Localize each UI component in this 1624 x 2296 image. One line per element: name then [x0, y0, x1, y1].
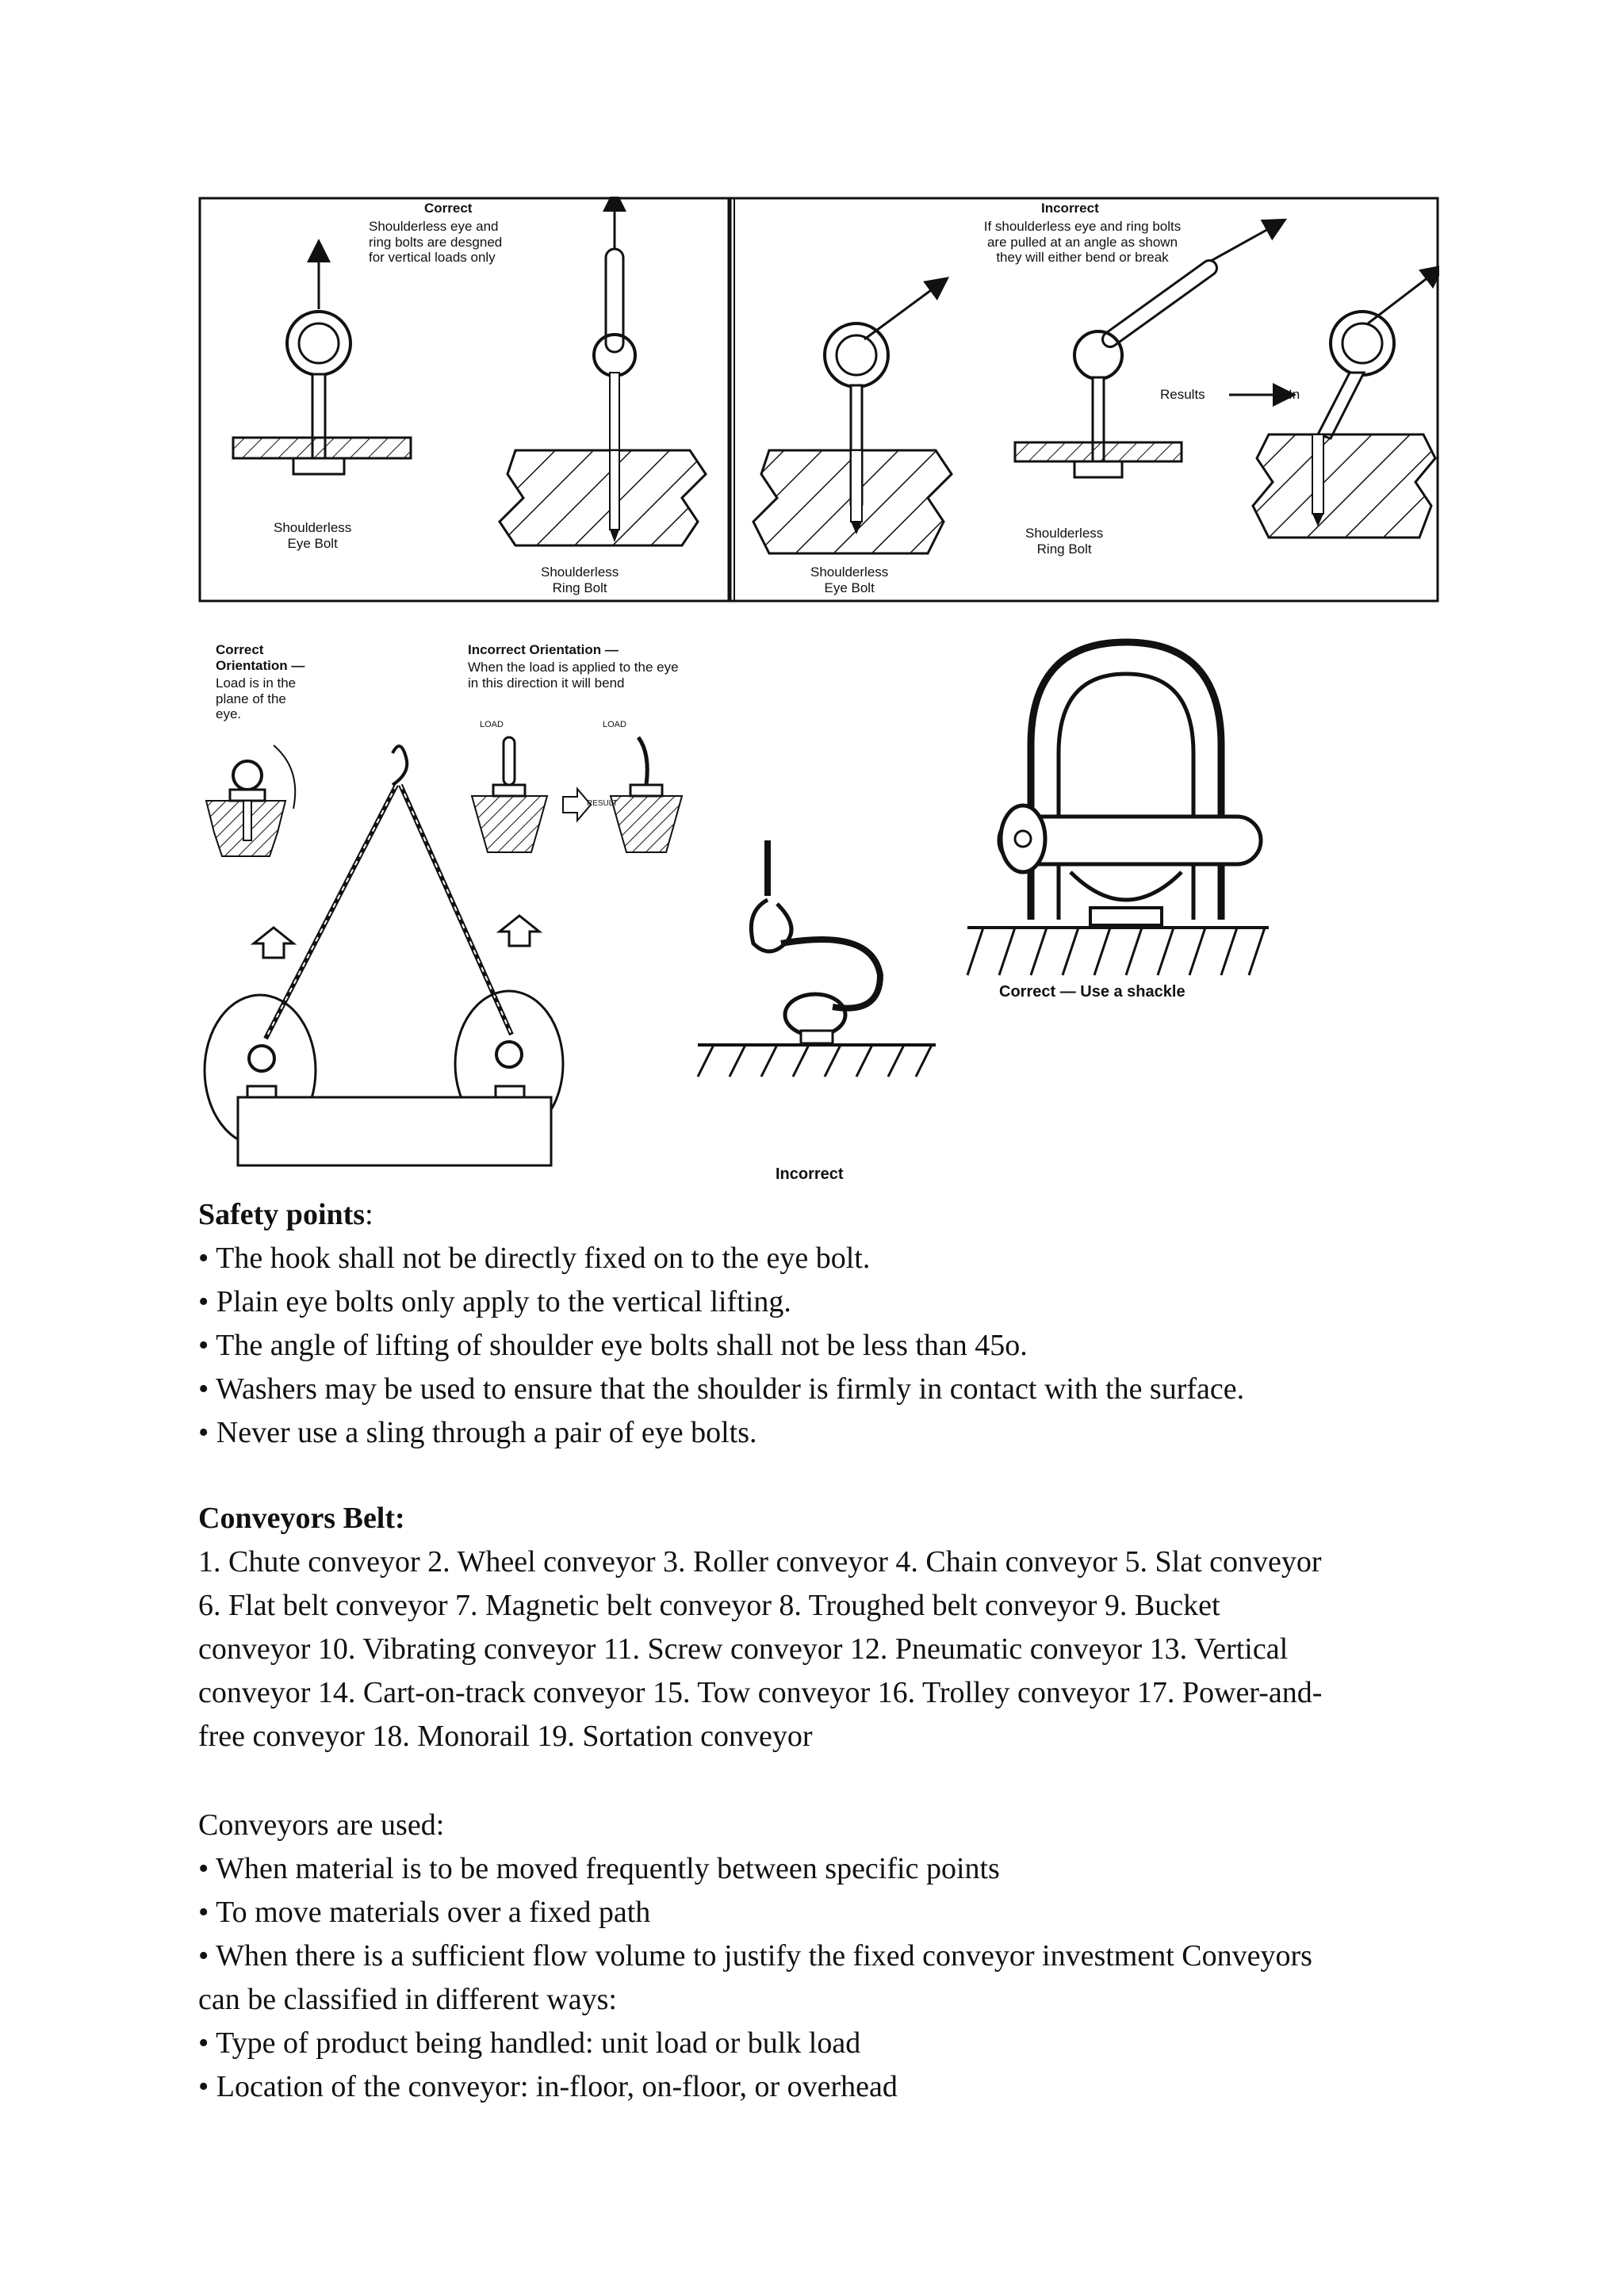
- safety-heading-colon: :: [365, 1198, 373, 1231]
- conveyors-used-section: [198, 1804, 1435, 2109]
- conveyor-list-line: conveyor 10. Vibrating conveyor 11. Screw conveyor 12. Pneumatic conveyor 13. Vertical: [198, 1632, 1289, 1666]
- shackle-correct: [967, 642, 1269, 975]
- correct-orientation-bolt: [206, 745, 295, 856]
- safety-heading-line: [198, 1193, 1435, 1237]
- conveyors-section: [198, 1497, 1435, 1758]
- load-label-1: LOAD: [480, 720, 504, 729]
- safety-bullet: • Plain eye bolts only apply to the vertical lifting.: [198, 1285, 791, 1318]
- correct-shackle-caption: Correct — Use a shackle: [999, 983, 1185, 1001]
- incorrect-caption: Incorrect: [776, 1165, 844, 1183]
- incorrect-orientation-text: When the load is applied to the eye in this direction it will bend: [468, 660, 679, 691]
- label-eye-bolt-left: Shoulderless Eye Bolt: [274, 520, 352, 551]
- conveyors-used-line: • Location of the conveyor: in-floor, on-floor, or overhead: [198, 2070, 898, 2103]
- ring-bolt-correct: [500, 200, 706, 545]
- in-label: In: [1289, 387, 1300, 402]
- conveyors-used-intro: Conveyors are used:: [198, 1808, 445, 1842]
- conveyor-list-line: free conveyor 18. Monorail 19. Sortation conveyor: [198, 1720, 813, 1753]
- conveyors-heading: Conveyors Belt:: [198, 1502, 405, 1535]
- results-label: Results: [1160, 387, 1205, 402]
- up-arrow-left: [254, 928, 293, 958]
- safety-bullet: • The angle of lifting of shoulder eye bolts shall not be less than 45o.: [198, 1329, 1028, 1362]
- incorrect-title: Incorrect: [1041, 201, 1099, 216]
- label-ring-bolt-right: Shoulderless Ring Bolt: [1025, 526, 1104, 557]
- label-eye-bolt-right: Shoulderless Eye Bolt: [810, 564, 889, 595]
- load-label-2: LOAD: [603, 720, 626, 729]
- eye-bolt-incorrect: [753, 284, 952, 553]
- conveyors-used-line: • Type of product being handled: unit load or bulk load: [198, 2026, 861, 2060]
- conveyors-used-line: • When material is to be moved frequently between specific points: [198, 1852, 1000, 1885]
- safety-bullet: • The hook shall not be directly fixed on to the eye bolt.: [198, 1242, 871, 1275]
- correct-title: Correct: [424, 201, 473, 216]
- eye-bolt-correct: [233, 251, 411, 474]
- label-ring-bolt-left: Shoulderless Ring Bolt: [541, 564, 619, 595]
- correct-orientation-title: Correct Orientation —: [216, 642, 305, 673]
- correct-note: Shoulderless eye and ring bolts are desgned for vertical loads only: [369, 219, 503, 266]
- figure-top: [198, 197, 1439, 603]
- incorrect-orientation-bolts: [472, 737, 682, 852]
- conveyors-used-line: • When there is a sufficient flow volume to justify the fixed conveyor investment Conveyors: [198, 1939, 1312, 1973]
- conveyor-list-line: 6. Flat belt conveyor 7. Magnetic belt conveyor 8. Troughed belt conveyor 9. Bucket: [198, 1589, 1220, 1622]
- hook-on-eye-bolt-incorrect: [698, 840, 936, 1077]
- conveyor-list-line: 1. Chute conveyor 2. Wheel conveyor 3. Roller conveyor 4. Chain conveyor 5. Slat conveyor: [198, 1545, 1322, 1578]
- safety-bullet: • Never use a sling through a pair of eye bolts.: [198, 1416, 757, 1449]
- conveyors-used-line: • To move materials over a fixed path: [198, 1896, 651, 1929]
- conveyors-used-line: can be classified in different ways:: [198, 1983, 617, 2016]
- safety-points-section: [198, 1193, 1435, 1455]
- result-label: RESULT: [587, 799, 618, 808]
- safety-bullet: • Washers may be used to ensure that the shoulder is firmly in contact with the surface.: [198, 1372, 1245, 1406]
- bent-eye-bolt: [1253, 272, 1435, 538]
- safety-heading: Safety points: [198, 1198, 366, 1231]
- correct-orientation-text: Load is in the plane of the eye.: [216, 675, 297, 722]
- sling-shackle-diagram: [198, 626, 1439, 1197]
- conveyor-list-line: conveyor 14. Cart-on-track conveyor 15. Tow conveyor 16. Trolley conveyor 17. Power-and-: [198, 1676, 1323, 1709]
- incorrect-note: If shoulderless eye and ring bolts are pulled at an angle as shown they will either bend or break: [983, 219, 1182, 266]
- up-arrow-right: [500, 916, 539, 946]
- figure-bottom: [198, 626, 1439, 1197]
- incorrect-orientation-title: Incorrect Orientation —: [468, 642, 619, 657]
